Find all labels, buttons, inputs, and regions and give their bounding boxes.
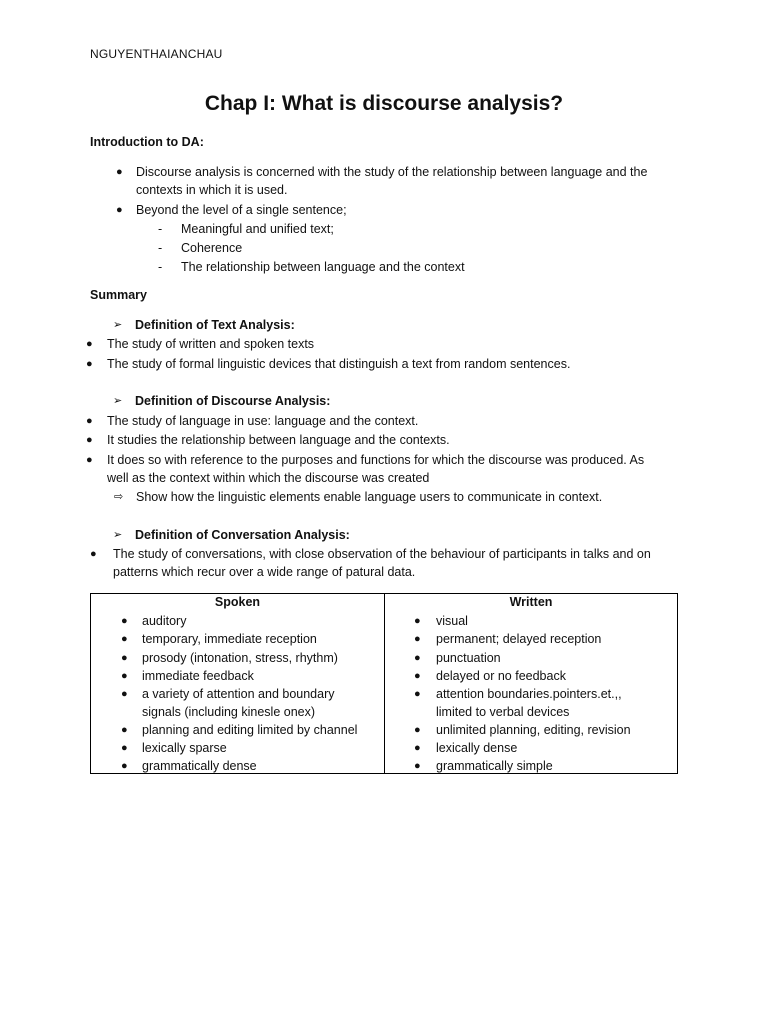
arrow-bullet-icon: ➢ [113, 319, 123, 331]
bullet-icon: ● [86, 434, 93, 446]
conversation-analysis-item-line-2: patterns which recur over a wide range of patural data. [113, 565, 416, 579]
intro-bullet-1-line-2: contexts in which it is used. [136, 183, 288, 197]
spoken-item: prosody (intonation, stress, rhythm) [142, 651, 338, 665]
summary-heading: Summary [90, 288, 147, 302]
written-item: unlimited planning, editing, revision [436, 723, 631, 737]
written-item: attention boundaries.pointers.et.,, [436, 687, 622, 701]
written-item: grammatically simple [436, 759, 553, 773]
dash-icon: - [158, 260, 163, 274]
bullet-icon: ● [116, 204, 123, 216]
written-item: punctuation [436, 651, 501, 665]
spoken-item: planning and editing limited by channel [142, 723, 358, 737]
text-analysis-item-1: The study of written and spoken texts [107, 337, 315, 351]
intro-heading: Introduction to DA: [90, 135, 204, 149]
bullet-icon: ● [121, 615, 128, 627]
bullet-icon: ● [414, 633, 421, 645]
bullet-icon: ● [116, 166, 123, 178]
bullet-icon: ● [121, 742, 128, 754]
discourse-analysis-item-3-line-1: It does so with reference to the purposes and functions for which the discourse was produced. As [107, 453, 645, 467]
bullet-icon: ● [86, 454, 93, 466]
bullet-icon: ● [414, 724, 421, 736]
bullet-icon: ● [86, 338, 93, 350]
bullet-icon: ● [121, 670, 128, 682]
dash-icon: - [158, 222, 163, 236]
intro-bullet-1-line-1: Discourse analysis is concerned with the study of the relationship between language and the [136, 165, 648, 179]
written-header: Written [509, 595, 553, 609]
intro-dash-1: Meaningful and unified text; [181, 222, 334, 236]
bullet-icon: ● [86, 415, 93, 427]
spoken-item: immediate feedback [142, 669, 254, 683]
bullet-icon: ● [414, 688, 421, 700]
written-item: lexically dense [436, 741, 518, 755]
arrow-bullet-icon: ➢ [113, 395, 123, 407]
spoken-item: grammatically dense [142, 759, 257, 773]
bullet-icon: ● [121, 633, 128, 645]
spoken-item: auditory [142, 614, 187, 628]
spoken-header: Spoken [214, 595, 261, 609]
intro-bullet-2: Beyond the level of a single sentence; [136, 203, 347, 217]
bullet-icon: ● [121, 760, 128, 772]
discourse-analysis-item-3-line-2: well as the context within which the discourse was created [107, 471, 430, 485]
written-item: permanent; delayed reception [436, 632, 602, 646]
hollow-arrow-icon: ⇨ [114, 491, 124, 503]
written-item: delayed or no feedback [436, 669, 566, 683]
table-column-divider [384, 594, 385, 773]
bullet-icon: ● [121, 688, 128, 700]
conversation-analysis-heading: Definition of Conversation Analysis: [135, 528, 350, 542]
bullet-icon: ● [86, 358, 93, 370]
spoken-item: lexically sparse [142, 741, 227, 755]
spoken-item: temporary, immediate reception [142, 632, 317, 646]
discourse-analysis-item-2: It studies the relationship between language and the contexts. [107, 433, 450, 447]
bullet-icon: ● [414, 670, 421, 682]
text-analysis-heading: Definition of Text Analysis: [135, 318, 295, 332]
bullet-icon: ● [121, 652, 128, 664]
text-analysis-item-2: The study of formal linguistic devices that distinguish a text from random sentences. [107, 357, 571, 371]
discourse-analysis-item-1: The study of language in use: language and the context. [107, 414, 419, 428]
bullet-icon: ● [414, 760, 421, 772]
bullet-icon: ● [414, 742, 421, 754]
discourse-analysis-subpoint: Show how the linguistic elements enable language users to communicate in context. [136, 490, 603, 504]
spoken-written-table [90, 593, 678, 774]
discourse-analysis-heading: Definition of Discourse Analysis: [135, 394, 331, 408]
spoken-item-continued: signals (including kinesle onex) [142, 705, 316, 719]
arrow-bullet-icon: ➢ [113, 529, 123, 541]
bullet-icon: ● [121, 724, 128, 736]
dash-icon: - [158, 241, 163, 255]
bullet-icon: ● [90, 548, 97, 560]
spoken-item: a variety of attention and boundary [142, 687, 335, 701]
intro-dash-3: The relationship between language and the context [181, 260, 465, 274]
page-title: Chap I: What is discourse analysis? [204, 92, 564, 115]
conversation-analysis-item-line-1: The study of conversations, with close observation of the behaviour of participants in talks and on [113, 547, 651, 561]
bullet-icon: ● [414, 652, 421, 664]
intro-dash-2: Coherence [181, 241, 243, 255]
author-header: NGUYENTHAIANCHAU [90, 47, 223, 61]
written-item-continued: limited to verbal devices [436, 705, 570, 719]
bullet-icon: ● [414, 615, 421, 627]
written-item: visual [436, 614, 468, 628]
